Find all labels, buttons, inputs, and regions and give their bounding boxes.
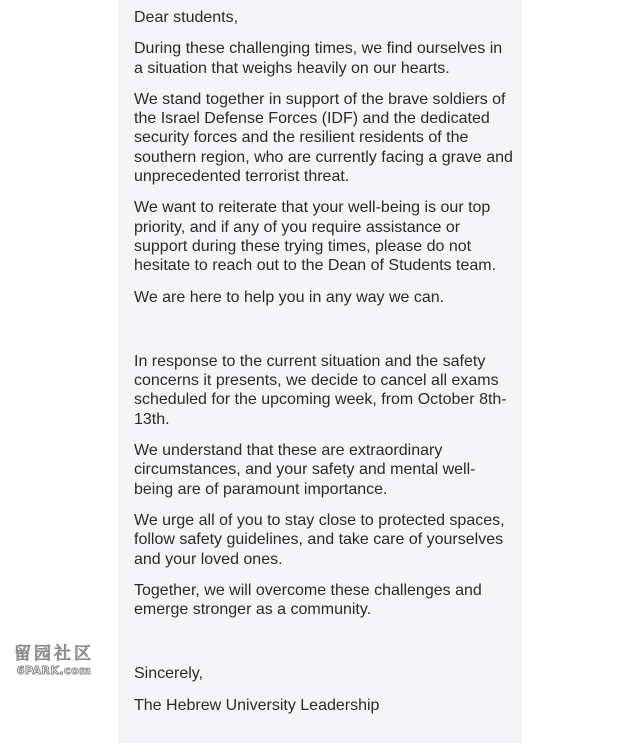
greeting: Dear students, (134, 9, 239, 26)
watermark-chinese: 留园社区 (14, 644, 94, 664)
paragraph: We are here to help you in any way we can. (134, 288, 445, 306)
signature: The Hebrew University Leadership (134, 696, 380, 714)
paragraph: In response to the current situation and the safety concerns it presents, we decide to cancel all exams scheduled for the upcoming week, from October 8th-13th. (134, 352, 507, 428)
paragraph: We stand together in support of the brave soldiers of the Israel Defense Forces (IDF) and the dedicated security forces and the resilient residents of the southern region, who are currently facing a grave and unprecedented terrorist threat. (134, 90, 513, 186)
paragraph: We urge all of you to stay close to protected spaces, follow safety guidelines, and take care of yourselves and your loved ones. (134, 511, 505, 568)
paragraph: During these challenging times, we find ourselves in a situation that weighs heavily on our hearts. (134, 40, 503, 77)
paragraph: Together, we will overcome these challenges and emerge stronger as a community. (134, 581, 482, 619)
watermark (8, 644, 100, 677)
paragraph: We want to reiterate that your well-being is our top priority, and if any of you require assistance or support during these trying times, please do not hesitate to reach out to the Dean of Students team. (134, 199, 497, 275)
closing: Sincerely, (134, 665, 204, 683)
watermark-site: 6PARK.com (16, 664, 92, 677)
paragraph: We understand that these are extraordinary circumstances, and your safety and mental well-being are of paramount importance. (134, 442, 476, 498)
letter-body (134, 8, 514, 727)
